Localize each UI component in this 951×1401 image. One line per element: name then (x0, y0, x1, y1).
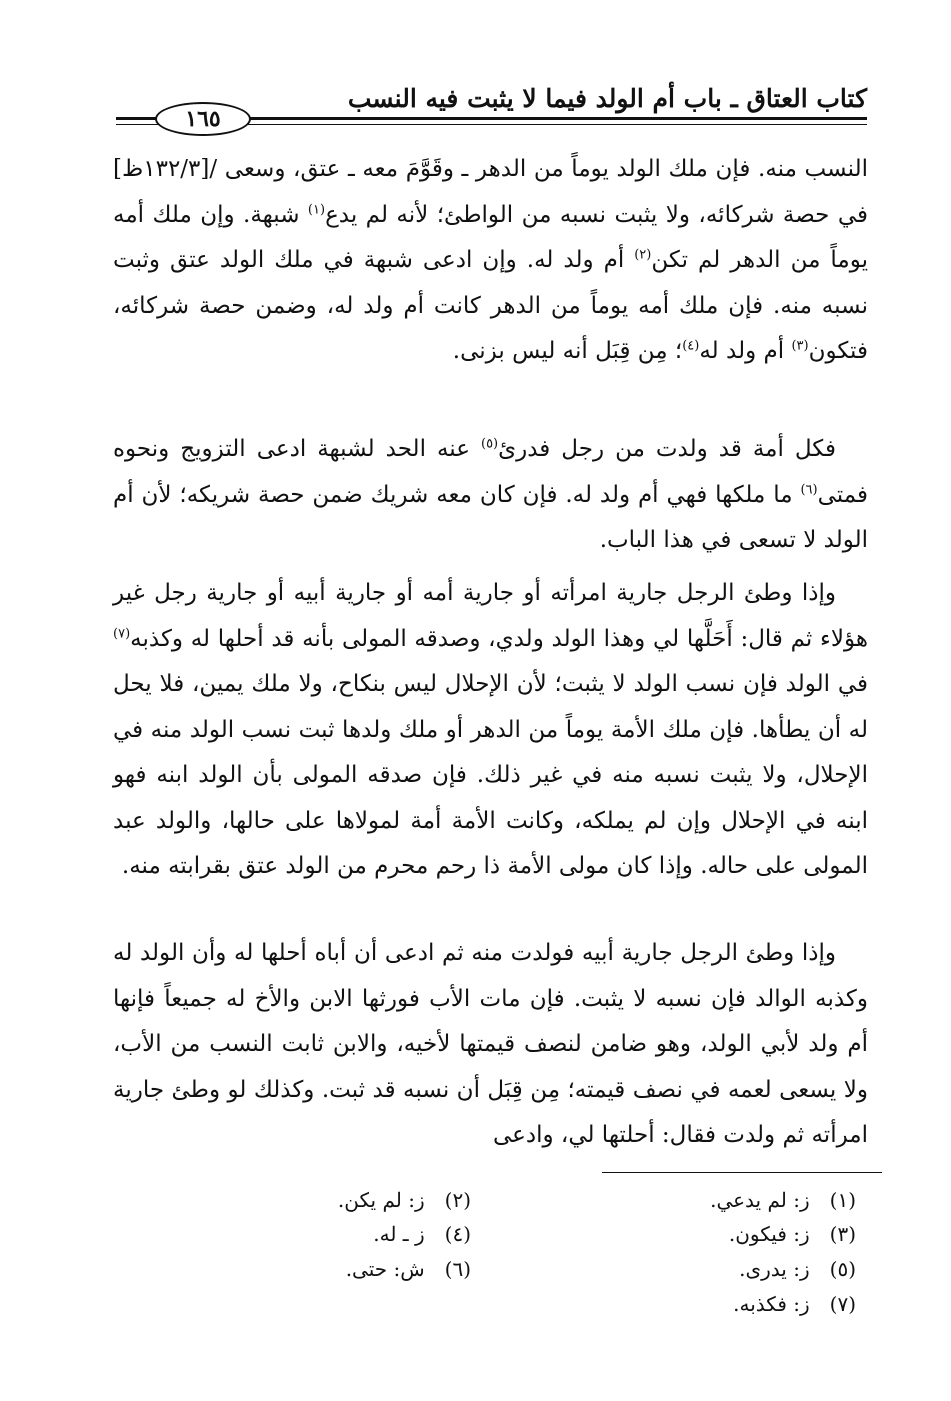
text-segment: وإذا وطئ الرجل جارية أبيه فولدت منه ثم ادعى أن أباه أحلها له وأن الولد له وكذبه الوالد فإن نسبه لا يثبت. فإن مات الأب فورثها الابن والأخ له جميعاً فإنها أم ولد لأبي الولد، وهو ضامن لنصف قيمتها لأخيه، والابن ثابت النسب من الأب، ولا يسعى لعمه في نصف قيمته؛ مِن قِبَل أن نسبه قد ثبت. وكذلك لو وطئ جارية امرأته ثم ولدت فقال: أحلتها لي، وادعى (113, 940, 868, 1148)
footnote-text: ز: لم يكن. (337, 1188, 425, 1212)
footnote-number: (٥) (829, 1257, 856, 1281)
footnote-number: (٢) (444, 1188, 471, 1212)
footnote-text: ز: فكذبه. (733, 1292, 810, 1316)
footnote-marker: (٥) (480, 436, 499, 452)
footnote-number: (٦) (444, 1257, 471, 1281)
text-segment: ؛ مِن قِبَل أنه ليس بزنى. (452, 338, 683, 364)
footnote-marker: (٣) (791, 338, 809, 354)
text-segment: فكل أمة قد ولدت من رجل فدرئ (498, 436, 836, 462)
footnote-4 (373, 1219, 471, 1249)
footnote-marker: (٢) (634, 247, 652, 263)
footnote-text: ز ـ له. (373, 1222, 425, 1246)
text-segment: أم ولد له (699, 338, 792, 364)
footnote-marker: (٤) (682, 338, 700, 354)
text-segment: وإذا وطئ الرجل جارية امرأته أو جارية أمه أو جارية أبيه أو جارية رجل غير هؤلاء ثم قال: أَحَلَّها لي وهذا الولد ولدي، وصدقه المولى بأنه قد أحلها له وكذبه (113, 580, 868, 652)
text-segment: شبهة. وإن ملك أمه يوماً من الدهر لم تكن (113, 201, 869, 273)
running-header-title: كتاب العتاق ـ باب أم الولد فيما لا يثبت فيه النسب (347, 84, 867, 113)
footnote-number: (١) (829, 1188, 856, 1212)
footnote-text: ز: يدرى. (739, 1257, 810, 1281)
footnote-6 (346, 1254, 471, 1284)
footnote-number: (٣) (829, 1222, 856, 1246)
footnote-2 (338, 1185, 471, 1215)
paragraph-3 (113, 571, 868, 890)
footnote-text: ز: فيكون. (728, 1222, 810, 1246)
text-segment: في الولد فإن نسب الولد لا يثبت؛ لأن الإحلال ليس بنكاح، ولا ملك يمين، فلا يحل له أن يطأها. فإن ملك الأمة يوماً من الدهر أو ملك ولدها ثبت نسب الولد منه في الإحلال، ولا يثبت نسبه منه في غير ذلك. فإن صدقه المولى بأن الولد ابنه فهو ابنه في الإحلال وإن لم يملكه، وكانت الأمة أمة لمولاها على حالها، والولد عبد المولى على حاله. وإذا كان مولى الأمة ذا رحم محرم من الولد عتق بقرابته منه. (113, 671, 868, 879)
text-segment: النسب منه. فإن ملك الولد يوماً من الدهر ـ وقَوَّمَ معه ـ عتق، وسعى /[١٣٢/٣ظ] في حصة شركائه، ولا يثبت نسبه من الواطئ؛ لأنه لم يدع (113, 156, 868, 228)
footnote-text: ز: لم يدعي. (710, 1188, 810, 1212)
footnote-text: ش: حتى. (345, 1257, 425, 1281)
paragraph-2 (113, 427, 868, 564)
footnote-7 (733, 1289, 856, 1319)
footnote-number: (٤) (444, 1222, 471, 1246)
footnote-marker: (٧) (113, 625, 131, 641)
page-number: ١٦٥ (155, 102, 251, 136)
paragraph-4 (113, 931, 868, 1159)
footnote-5 (739, 1254, 856, 1284)
footnote-number: (٧) (829, 1292, 856, 1316)
paragraph-1 (113, 147, 868, 375)
text-segment: عنه الحد لشبهة ادعى التزويج ونحوه فمتى (113, 436, 868, 508)
footnote-3 (729, 1219, 856, 1249)
footnote-1 (710, 1185, 856, 1215)
text-segment: أم ولد له. وإن ادعى شبهة في ملك الولد عتق وثبت نسبه منه. فإن ملك أمه يوماً من الدهر كانت أم ولد له، وضمن حصة شركائه، فتكون (113, 247, 868, 364)
text-segment: ما ملكها فهي أم ولد له. فإن كان معه شريك ضمن حصة شريكه؛ لأن أم الولد لا تسعى في هذا الباب. (113, 481, 868, 553)
footnote-marker: (١) (307, 201, 326, 217)
footnote-marker: (٦) (800, 481, 818, 497)
footnote-separator (602, 1172, 882, 1173)
